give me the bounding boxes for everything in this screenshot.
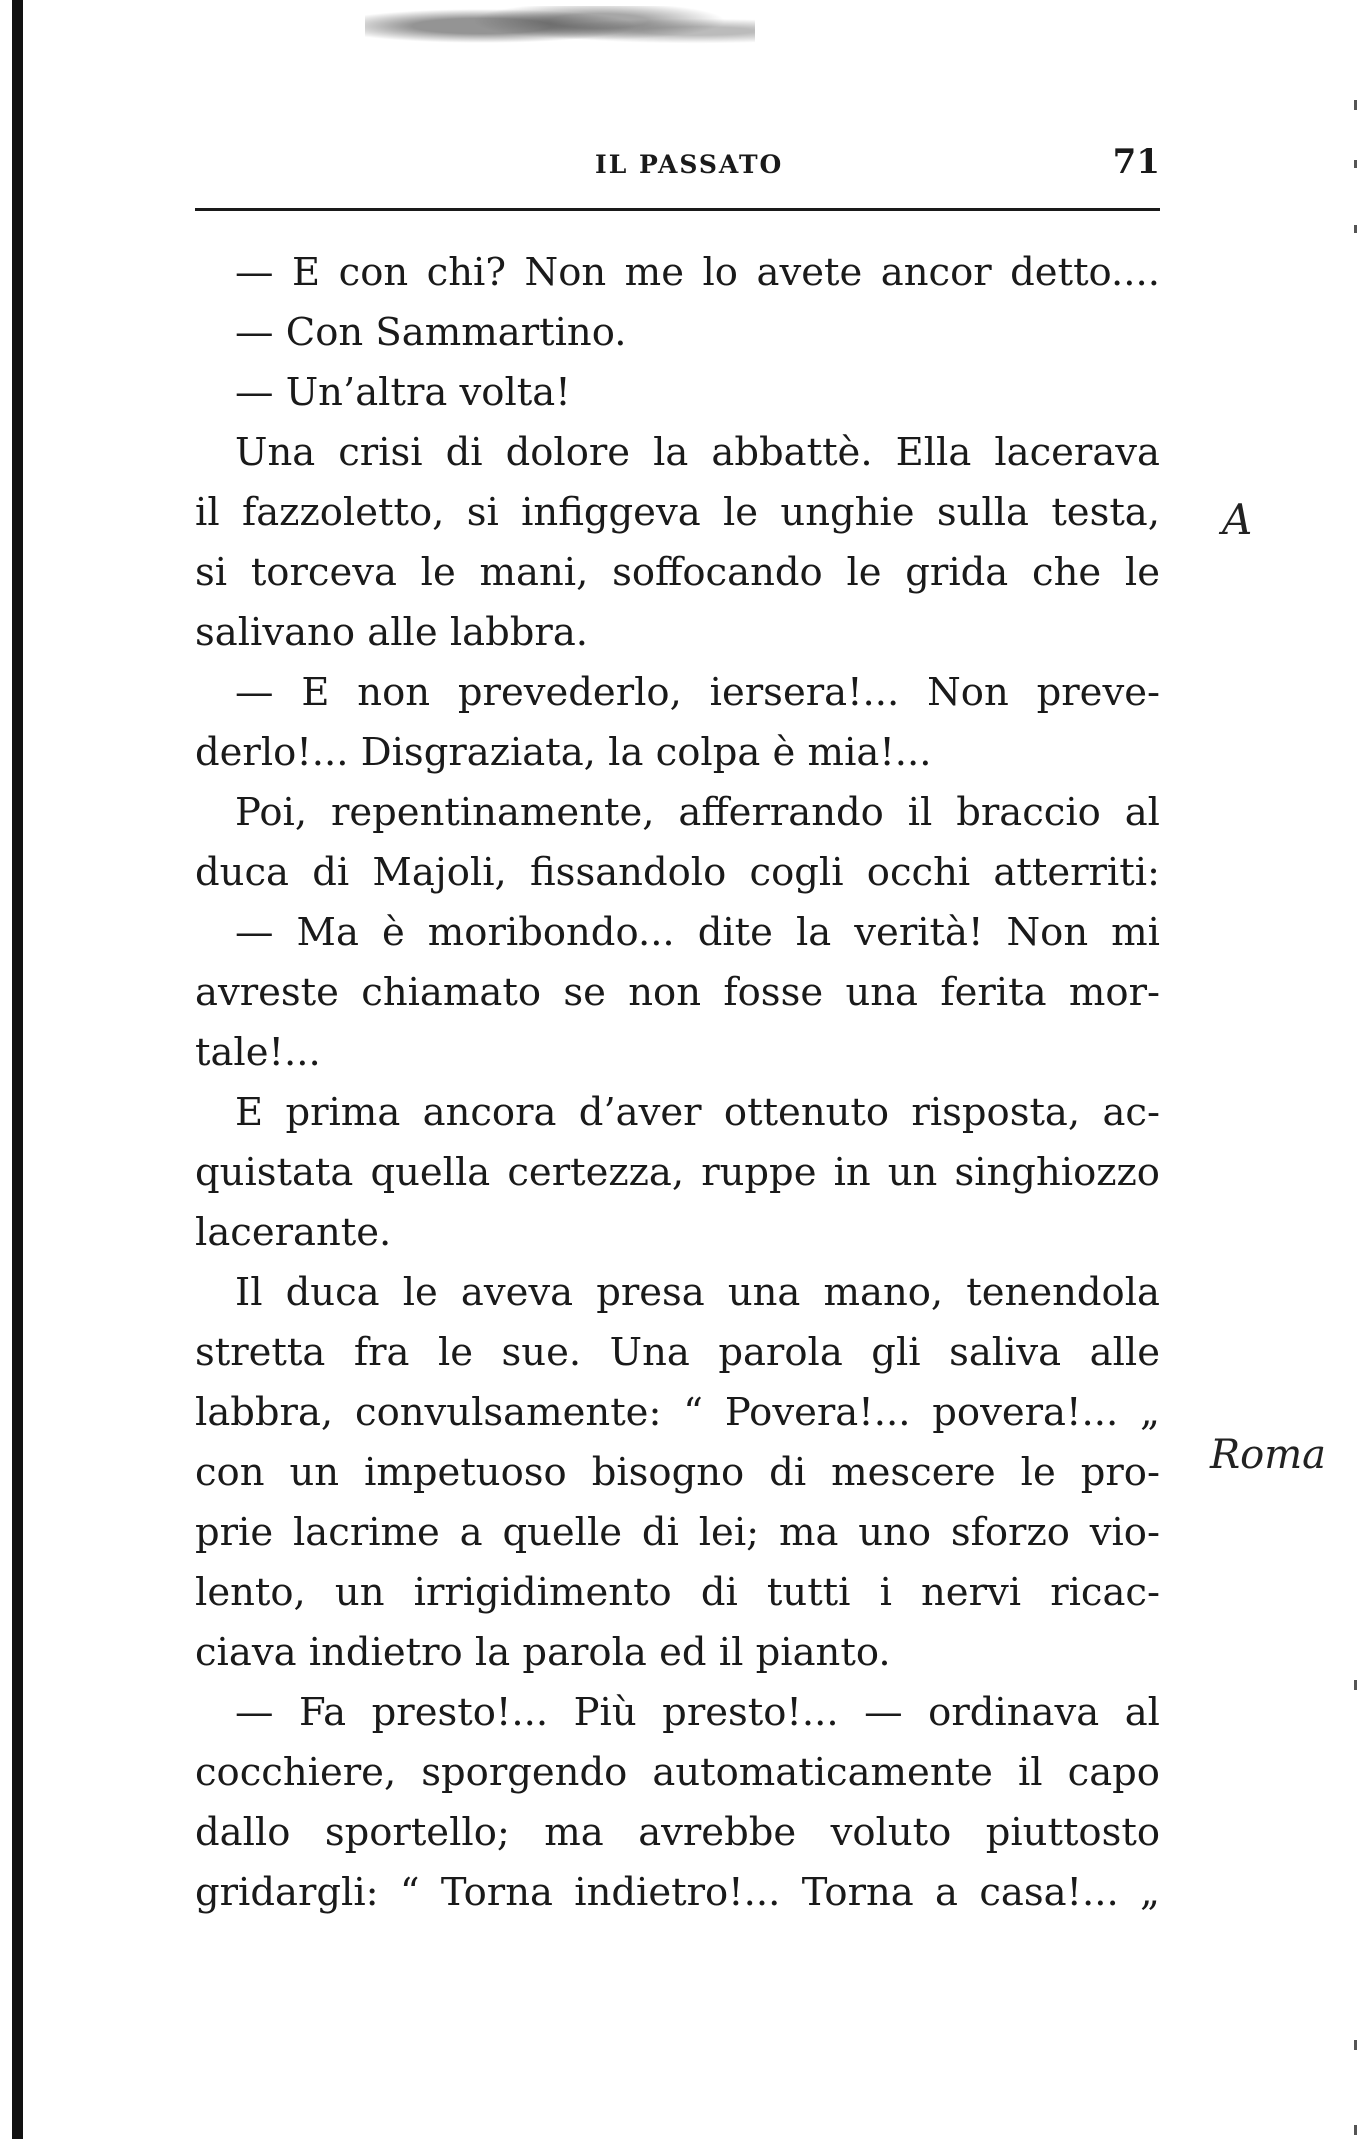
text-line: — Con Sammartino. bbox=[235, 310, 627, 355]
text-line: prie lacrime a quelle di lei; ma uno sforzo vio- bbox=[195, 1510, 1160, 1555]
text-line: ciava indietro la parola ed il pianto. bbox=[195, 1630, 891, 1675]
text-line: duca di Majoli, fissandolo cogli occhi atterriti: bbox=[195, 850, 1160, 895]
scan-mark bbox=[1354, 160, 1357, 168]
text-line: — E con chi? Non me lo avete ancor detto.... bbox=[235, 250, 1160, 295]
text-line: — Ma è moribondo... dite la verità! Non mi bbox=[235, 910, 1160, 955]
text-line: dallo sportello; ma avrebbe voluto piuttosto bbox=[195, 1810, 1160, 1855]
text-line: derlo!... Disgraziata, la colpa è mia!... bbox=[195, 730, 932, 775]
text-line: labbra, convulsamente: “ Povera!... povera!... „ bbox=[195, 1390, 1160, 1435]
scan-mark bbox=[1354, 225, 1357, 233]
running-title: IL PASSATO bbox=[595, 150, 784, 179]
page-edge-bar bbox=[12, 0, 23, 2139]
text-line: si torceva le mani, soffocando le grida che le bbox=[195, 550, 1160, 595]
margin-annotation: Roma bbox=[1210, 1432, 1326, 1478]
text-line: tale!... bbox=[195, 1030, 321, 1075]
text-line: Poi, repentinamente, afferrando il braccio al bbox=[235, 790, 1160, 835]
scan-mark bbox=[1354, 100, 1357, 110]
text-line: — Un’altra volta! bbox=[235, 370, 571, 415]
scan-mark bbox=[1354, 1680, 1357, 1690]
scan-mark bbox=[1354, 2125, 1357, 2135]
text-line: — E non prevederlo, iersera!... Non preve- bbox=[235, 670, 1160, 715]
text-line: E prima ancora d’aver ottenuto risposta, ac- bbox=[235, 1090, 1160, 1135]
scan-mark bbox=[1354, 2040, 1357, 2050]
text-line: quistata quella certezza, ruppe in un singhiozzo bbox=[195, 1150, 1160, 1195]
text-line: lacerante. bbox=[195, 1210, 392, 1255]
header-rule bbox=[195, 208, 1160, 211]
text-line: cocchiere, sporgendo automaticamente il capo bbox=[195, 1750, 1160, 1795]
text-line: gridargli: “ Torna indietro!... Torna a casa!... „ bbox=[195, 1870, 1160, 1915]
page-number: 71 bbox=[1112, 142, 1160, 182]
text-line: Il duca le aveva presa una mano, tenendola bbox=[235, 1270, 1160, 1315]
text-line: avreste chiamato se non fosse una ferita mor- bbox=[195, 970, 1160, 1015]
text-line: Una crisi di dolore la abbattè. Ella lacerava bbox=[235, 430, 1160, 475]
text-line: il fazzoletto, si infiggeva le unghie sulla testa, bbox=[195, 490, 1160, 535]
text-line: stretta fra le sue. Una parola gli saliva alle bbox=[195, 1330, 1160, 1375]
body-text bbox=[195, 243, 1160, 1923]
text-line: — Fa presto!... Più presto!... — ordinava al bbox=[235, 1690, 1160, 1735]
text-line: con un impetuoso bisogno di mescere le pro- bbox=[195, 1450, 1160, 1495]
scan-smudge bbox=[365, 6, 755, 56]
text-line: salivano alle labbra. bbox=[195, 610, 589, 655]
text-line: lento, un irrigidimento di tutti i nervi ricac- bbox=[195, 1570, 1160, 1615]
page-header bbox=[195, 142, 1160, 192]
margin-annotation: A bbox=[1222, 495, 1253, 544]
